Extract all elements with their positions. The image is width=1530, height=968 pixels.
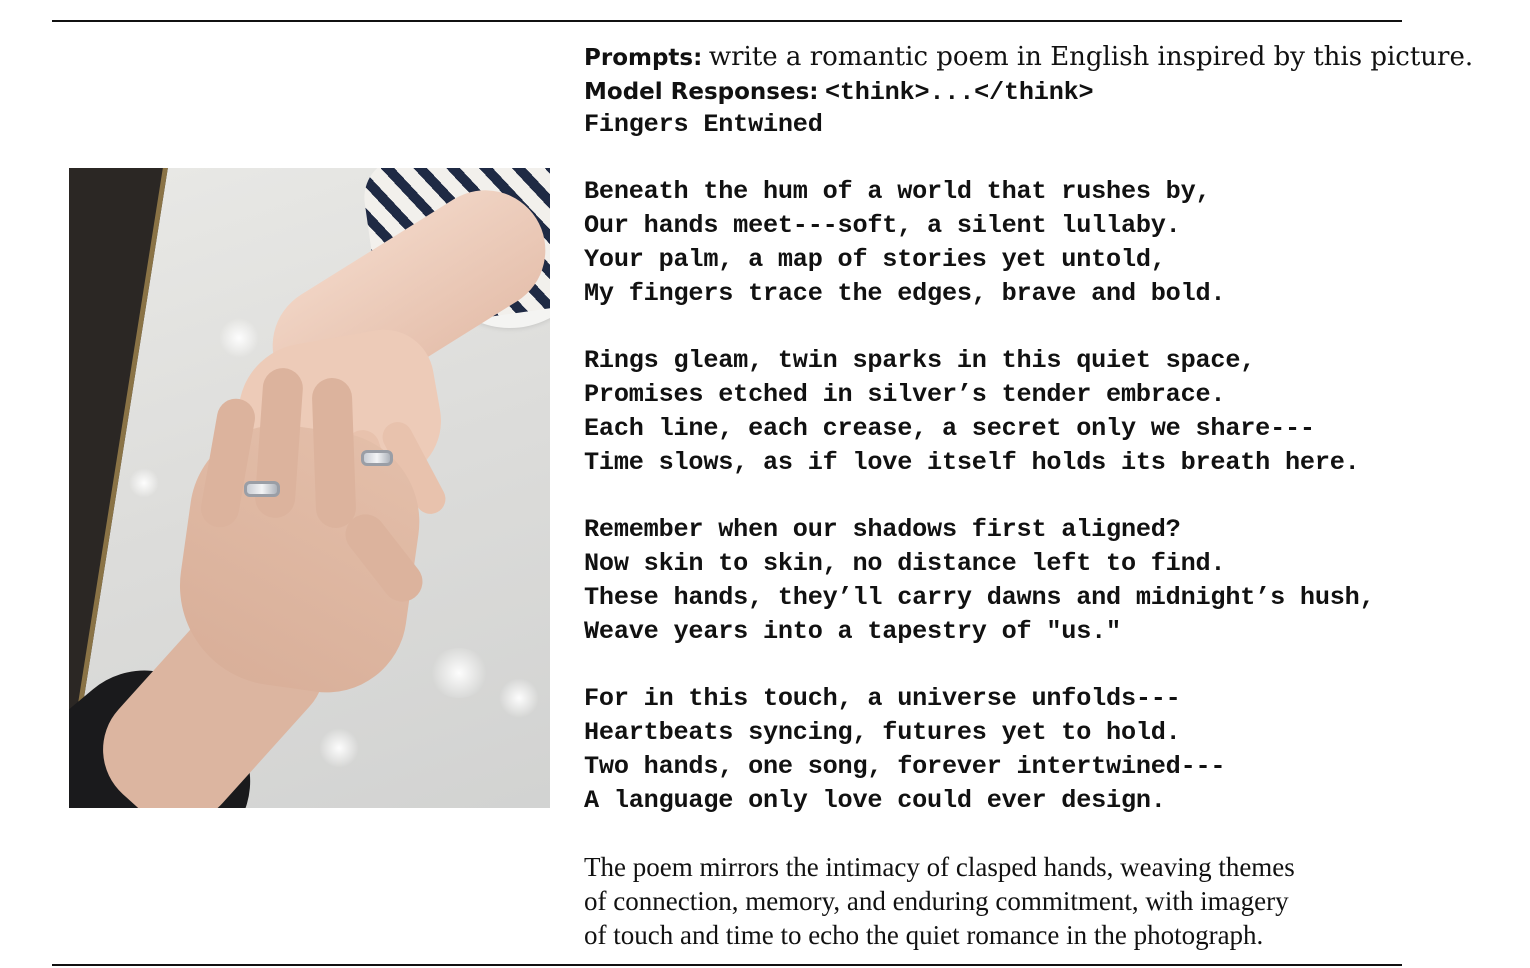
poem-line: Time slows, as if love itself holds its breath here. [584,447,1360,477]
poem-stanza-1 [584,175,1404,310]
stanza-spacer [584,479,1404,513]
light-reflection [429,648,489,698]
bottom-rule [52,964,1402,966]
response-line [584,74,1404,108]
poem-line: Rings gleam, twin sparks in this quiet space, [584,346,1256,376]
poem-line: My fingers trace the edges, brave and bold. [584,278,1226,308]
summary-line: The poem mirrors the intimacy of clasped hands, weaving themes [584,852,1295,883]
ring [244,481,280,497]
poem-stanza-4 [584,682,1404,817]
light-reflection [129,468,159,498]
poem-summary [584,851,1394,952]
summary-line: of connection, memory, and enduring commitment, with imagery [584,885,1289,916]
poem-line: Promises etched in silver’s tender embrace. [584,379,1226,409]
top-rule [52,20,1402,22]
poem-line: Heartbeats syncing, futures yet to hold. [584,717,1181,747]
poem-line: Weave years into a tapestry of "us." [584,616,1121,646]
light-reflection [219,318,259,358]
prompt-text: write a romantic poem in English inspired by this picture. [708,42,1474,72]
prompt-label: Prompts: [584,45,703,71]
light-reflection [499,678,539,718]
summary-line: of touch and time to echo the quiet romance in the photograph. [584,919,1264,950]
response-label: Model Responses: [584,78,819,105]
prompt-line [584,40,1474,74]
light-reflection [319,728,359,768]
poem-line: Our hands meet---soft, a silent lullaby. [584,210,1181,240]
poem-line: A language only love could ever design. [584,785,1166,815]
think-tag: <think>...</think> [824,77,1094,107]
poem-line: Remember when our shadows first aligned? [584,515,1181,545]
stanza-spacer [584,817,1404,851]
poem-stanza-3 [584,513,1404,648]
poem-title: Fingers Entwined [584,109,823,139]
poem-line: Each line, each crease, a secret only we share--- [584,413,1315,443]
stanza-spacer [584,310,1404,344]
prompt-response-panel [584,40,1474,953]
poem-line: For in this touch, a universe unfolds--- [584,684,1181,714]
stanza-spacer [584,141,1404,175]
ring [361,450,393,466]
poem-stanza-2 [584,344,1404,479]
stanza-spacer [584,648,1404,682]
poem-line: Your palm, a map of stories yet untold, [584,244,1166,274]
poem-line: Beneath the hum of a world that rushes by, [584,177,1211,207]
poem-line: Now skin to skin, no distance left to find. [584,548,1226,578]
poem-line: Two hands, one song, forever intertwined--- [584,751,1226,781]
poem-line: These hands, they’ll carry dawns and midnight’s hush, [584,582,1375,612]
photo-hands-with-rings [69,168,550,808]
finger [311,377,356,528]
